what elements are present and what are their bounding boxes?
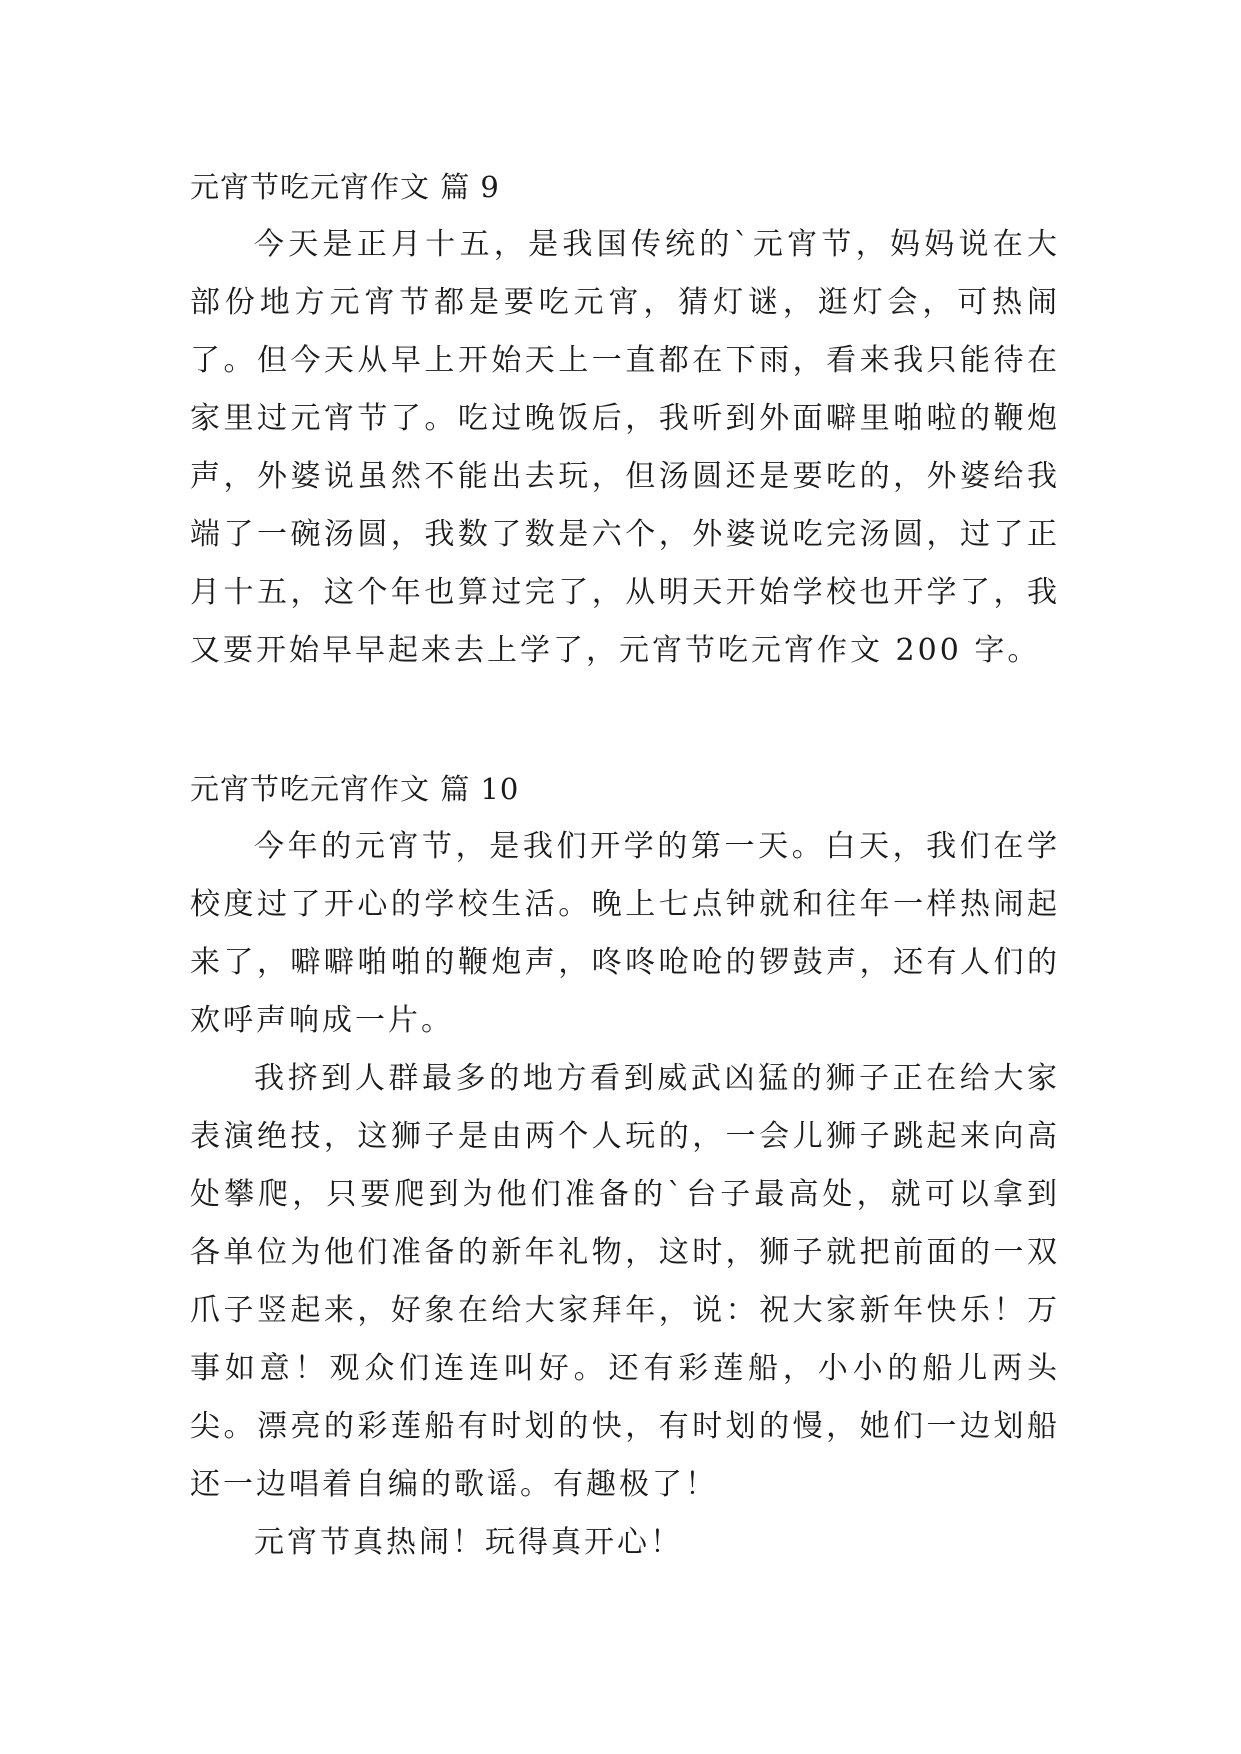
paragraph: 今年的元宵节，是我们开学的第一天。白天，我们在学校度过了开心的学校生活。晚上七点钟就和往年一样热闹起来了，噼噼啪啪的鞭炮声，咚咚呛呛的锣鼓声，还有人们的欢呼声响成一片。 (190, 829, 1060, 1038)
section-title: 元宵节吃元宵作文 篇 10 (190, 772, 520, 806)
section-10 (190, 760, 1060, 1572)
paragraph: 今天是正月十五，是我国传统的`元宵节，妈妈说在大部份地方元宵节都是要吃元宵，猜灯谜，逛灯会，可热闹了。但今天从早上开始天上一直都在下雨，看来我只能待在家里过元宵节了。吃过晚饭后，我听到外面噼里啪啦的鞭炮声，外婆说虽然不能出去玩，但汤圆还是要吃的，外婆给我端了一碗汤圆，我数了数是六个，外婆说吃完汤圆，过了正月十五，这个年也算过完了，从明天开始学校也开学了，我又要开始早早起来去上学了，元宵节吃元宵作文 200 字。 (190, 227, 1060, 668)
paragraph: 我挤到人群最多的地方看到威武凶猛的狮子正在给大家表演绝技，这狮子是由两个人玩的，一会儿狮子跳起来向高处攀爬，只要爬到为他们准备的`台子最高处，就可以拿到各单位为他们准备的新年礼物，这时，狮子就把前面的一双爪子竖起来，好象在给大家拜年，说：祝大家新年快乐！万事如意！观众们连连叫好。还有彩莲船，小小的船儿两头尖。漂亮的彩莲船有时划的快，有时划的慢，她们一边划船还一边唱着自编的歌谣。有趣极了！ (190, 1061, 1060, 1502)
section-9 (190, 158, 1060, 680)
document-page (190, 158, 1060, 1572)
paragraph: 元宵节真热闹！玩得真开心！ (254, 1525, 683, 1560)
section-gap (190, 680, 1060, 760)
section-title: 元宵节吃元宵作文 篇 9 (190, 170, 500, 204)
